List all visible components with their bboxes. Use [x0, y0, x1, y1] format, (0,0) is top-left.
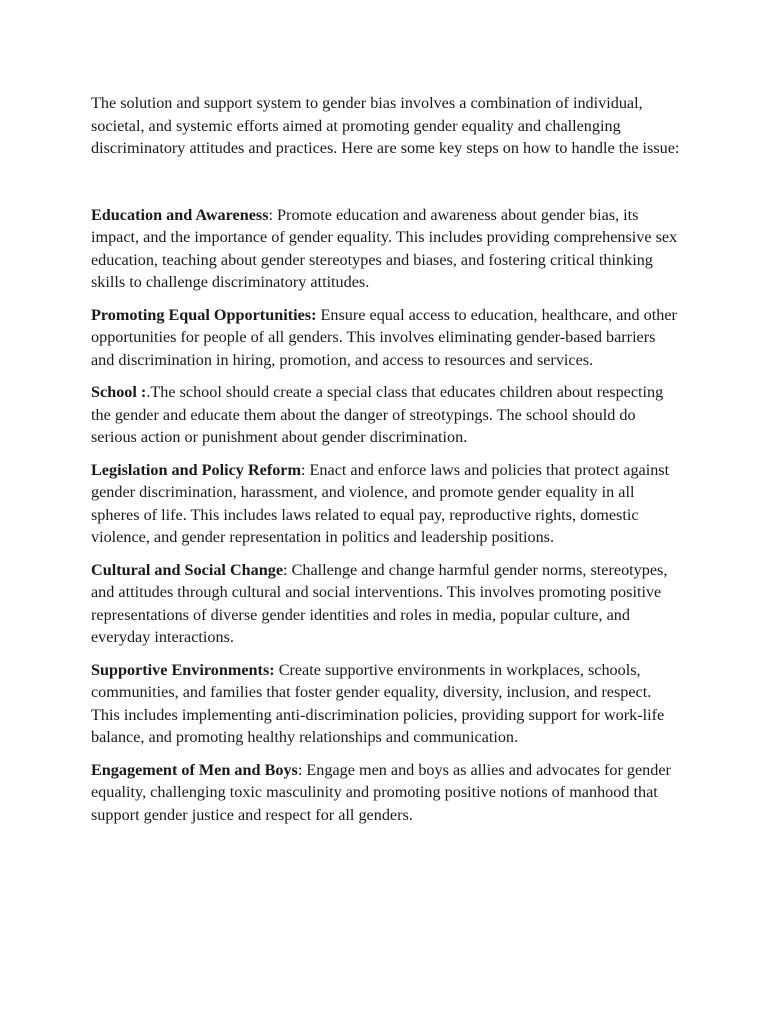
- step-text: : Enact and enforce laws and policies that protect against gender discrimination, harassment, and violence, and promote gender equality in all spheres of life. This includes laws related to equal pay, reproductive rights, domestic violence, and gender representation in politics and leadership positions.: [91, 460, 670, 546]
- step-text: Ensure equal access to education, healthcare, and other opportunities for people of all genders. This involves eliminating gender-based barriers and discrimination in hiring, promotion, and access to resources and services.: [91, 305, 677, 369]
- step-text: .The school should create a special class that educates children about respecting the gender and educate them about the danger of streotypings. The school should do serious action or punishment about gender discrimination.: [91, 383, 664, 446]
- step-engagement-men-boys: [91, 759, 681, 827]
- step-text: : Promote education and awareness about gender bias, its impact, and the importance of gender equality. This includes providing comprehensive sex education, teaching about gender stereotypes and biases, and fostering critical thinking skills to challenge discriminatory attitudes.: [91, 205, 678, 291]
- step-education-awareness: [91, 204, 681, 294]
- step-title: Education and Awareness: [91, 205, 269, 224]
- step-title: Legislation and Policy Reform: [91, 460, 301, 479]
- step-title: Cultural and Social Change: [91, 560, 284, 579]
- step-school: [91, 381, 681, 449]
- step-title: Engagement of Men and Boys: [91, 760, 298, 779]
- document-page: [91, 92, 681, 836]
- step-cultural-social-change: [91, 559, 681, 649]
- step-equal-opportunities: [91, 304, 681, 372]
- step-supportive-environments: [91, 659, 681, 749]
- step-title: Supportive Environments:: [91, 660, 275, 679]
- step-text: : Challenge and change harmful gender norms, stereotypes, and attitudes through cultural and social interventions. This involves promoting positive representations of diverse gender identities and roles in media, popular culture, and everyday interactions.: [91, 560, 668, 646]
- intro-paragraph: The solution and support system to gender bias involves a combination of individual, societal, and systemic efforts aimed at promoting gender equality and challenging discriminatory attitudes and practices. Here are some key steps on how to handle the issue:: [91, 94, 680, 157]
- step-legislation-policy: [91, 459, 681, 549]
- step-text: Create supportive environments in workplaces, schools, communities, and families that foster gender equality, diversity, inclusion, and respect. This includes implementing anti-discrimination policies, providing support for work-life balance, and promoting healthy relationships and communication.: [91, 660, 665, 746]
- step-text: : Engage men and boys as allies and advocates for gender equality, challenging toxic masculinity and promoting positive notions of manhood that support gender justice and respect for all genders.: [91, 760, 671, 824]
- step-title: Promoting Equal Opportunities:: [91, 305, 317, 324]
- step-title: School :: [91, 383, 147, 401]
